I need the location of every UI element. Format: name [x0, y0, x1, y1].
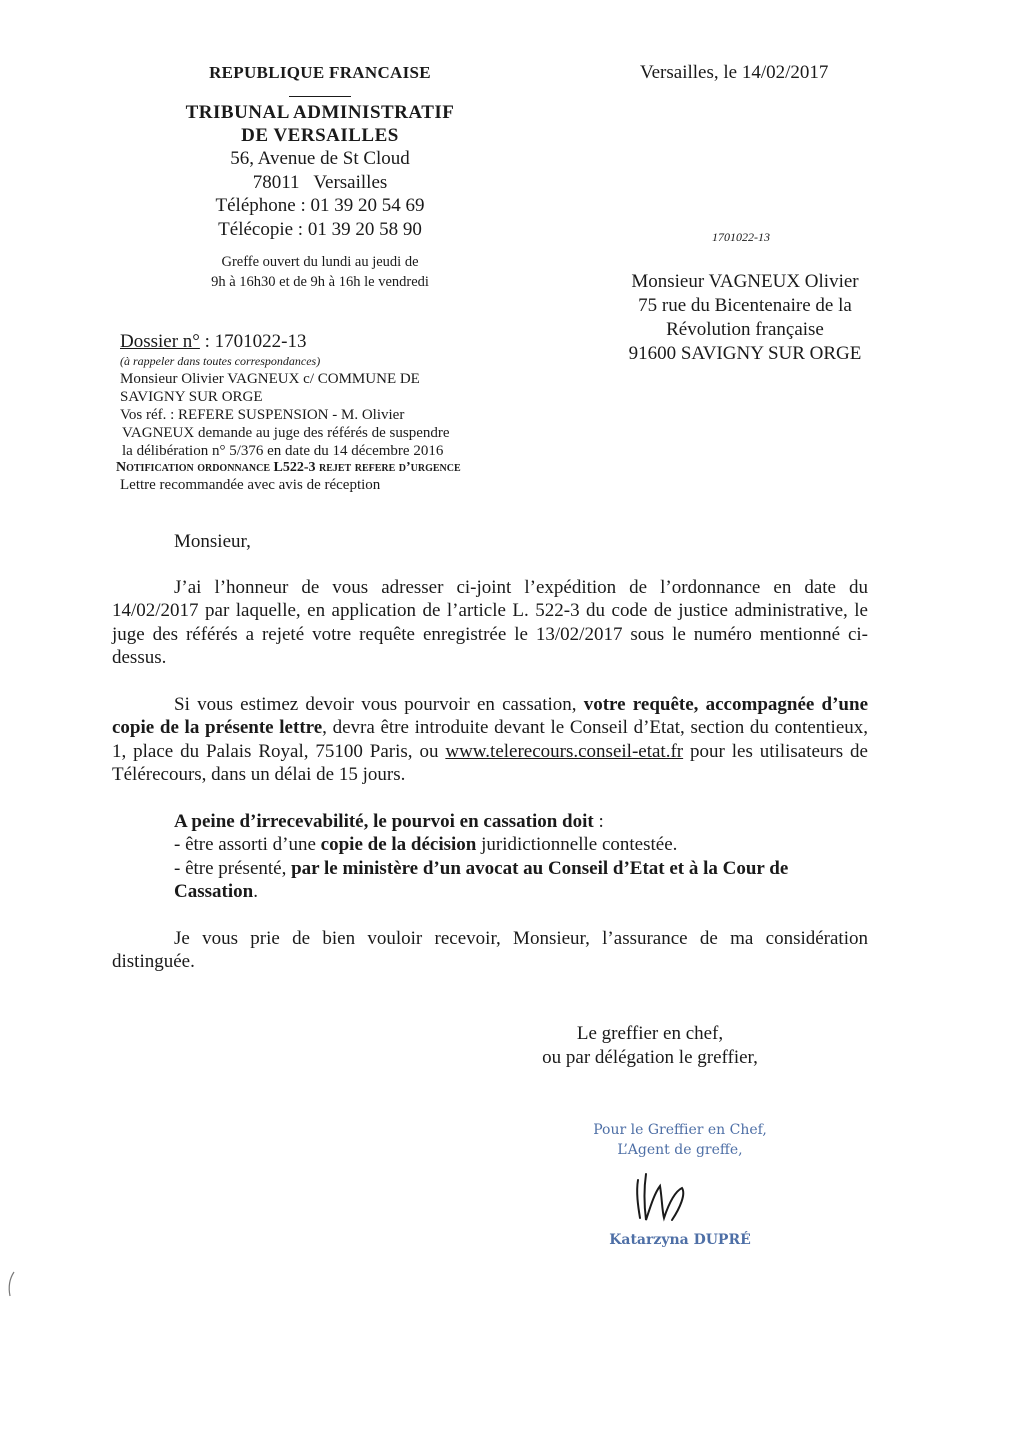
telecopie: Télécopie : 01 39 20 58 90 — [218, 218, 422, 240]
recipient-line: 91600 SAVIGNY SUR ORGE — [628, 343, 862, 364]
scan-mark — [4, 1270, 18, 1300]
requirement-bold: par le ministère d’un avocat au Conseil d’Etat et à la Cour de Cassation — [174, 857, 789, 902]
republic-title: REPUBLIQUE FRANCAISE — [209, 63, 431, 82]
requirement-text: juridictionnelle contestée. — [476, 834, 678, 855]
reference-number: 1701022-13 — [712, 230, 770, 244]
address-line1: 56, Avenue de St Cloud — [230, 148, 410, 169]
recipient-line: Révolution française — [666, 319, 824, 340]
address-line2: 78011 Versailles — [252, 171, 388, 193]
stamp-line2: L’Agent de greffe, — [617, 1142, 743, 1158]
dossier-note: (à rappeler dans toutes correspondances) — [120, 354, 321, 368]
recipient-line: Monsieur VAGNEUX Olivier — [631, 271, 859, 292]
dossier-label: Dossier n° — [120, 331, 200, 352]
court-header — [150, 60, 490, 292]
irrecevabilite-title — [174, 810, 868, 834]
greffe-hours-line1: Greffe ouvert du lundi au jeudi de — [221, 254, 419, 270]
closing-paragraph: Je vous prie de bien vouloir recevoir, Monsieur, l’assurance de ma considération distinguée. — [112, 927, 868, 972]
dossier-number — [120, 330, 600, 354]
requirement-text: - être assorti d’une — [174, 834, 321, 855]
recipient-line: 75 rue du Bicentenaire de la — [638, 295, 852, 316]
reference-line2: VAGNEUX demande au juge des référés de suspendre — [122, 425, 450, 441]
irrecevabilite-title-colon: : — [593, 810, 604, 832]
paragraph-cassation-bold: votre requête, accompagnée d’une copie de la présente lettre — [112, 693, 868, 738]
telephone: Téléphone : 01 39 20 54 69 — [215, 195, 425, 216]
signature-block — [520, 1022, 780, 1070]
reference-line1: Vos réf. : REFERE SUSPENSION - M. Olivier — [120, 407, 405, 423]
greffe-stamp — [560, 1120, 800, 1160]
irrecevabilite-title-bold: A peine d’irrecevabilité, le pourvoi en cassation doit — [174, 810, 594, 832]
paragraph-cassation — [112, 693, 868, 787]
telerecours-link[interactable]: www.telerecours.conseil-etat.fr — [445, 740, 684, 762]
stamp-line1: Pour le Greffier en Chef, — [593, 1122, 767, 1138]
paragraph-ordonnance: J’ai l’honneur de vous adresser ci-joint l’expédition de l’ordonnance en date du 14/02/2017 par laquelle, en application de l’article L. 522-3 du code de justice administrative, le juge des référés a rejeté votre requête enregistrée le 13/02/2017 sous le numéro mentionné ci-dessus. — [112, 576, 868, 668]
paragraph-cassation-text: pour les utilisateurs de Télérecours, dans un délai de 15 jours. — [112, 740, 868, 785]
letter-body — [112, 530, 868, 974]
parties-line1: Monsieur Olivier VAGNEUX c/ COMMUNE DE — [120, 371, 420, 387]
signature-title-line2: ou par délégation le greffier, — [542, 1047, 758, 1068]
notification-title: Notification ordonnance L522-3 rejet refere d’urgence — [116, 460, 461, 475]
registered-mail-line: Lettre recommandée avec avis de réception — [120, 477, 381, 493]
tribunal-name-line2: DE VERSAILLES — [241, 125, 399, 146]
tribunal-name-line1: TRIBUNAL ADMINISTRATIF — [185, 102, 455, 123]
requirement-item-avocat — [174, 857, 868, 904]
dossier-block — [116, 330, 600, 494]
requirement-text: . — [253, 881, 258, 902]
requirement-item-copy — [174, 833, 868, 857]
signature-title-line1: Le greffier en chef, — [576, 1023, 724, 1044]
reference-line3: la délibération n° 5/376 en date du 14 décembre 2016 — [122, 443, 444, 459]
letter-date: Versailles, le 14/02/2017 — [640, 62, 829, 83]
requirement-bold: copie de la décision — [320, 834, 477, 855]
handwritten-signature — [620, 1168, 710, 1232]
paragraph-cassation-text: , devra être introduite devant le Conseil d’Etat, section du contentieux, 1, place du Palais Royal, 75100 Paris, ou — [112, 717, 868, 762]
paragraph-cassation-text: Si vous estimez devoir vous pourvoir en cassation, — [174, 693, 584, 715]
stamp-name: Katarzyna DUPRÉ — [609, 1232, 751, 1248]
requirement-text: - être présenté, — [174, 857, 292, 879]
dossier-value: : 1701022-13 — [199, 331, 307, 352]
parties-line2: SAVIGNY SUR ORGE — [120, 389, 263, 405]
header-divider — [289, 96, 351, 97]
recipient-address — [600, 270, 890, 366]
salutation: Monsieur, — [174, 531, 251, 552]
greffe-hours-line2: 9h à 16h30 et de 9h à 16h le vendredi — [211, 274, 429, 290]
irrecevabilite-block — [112, 810, 868, 904]
